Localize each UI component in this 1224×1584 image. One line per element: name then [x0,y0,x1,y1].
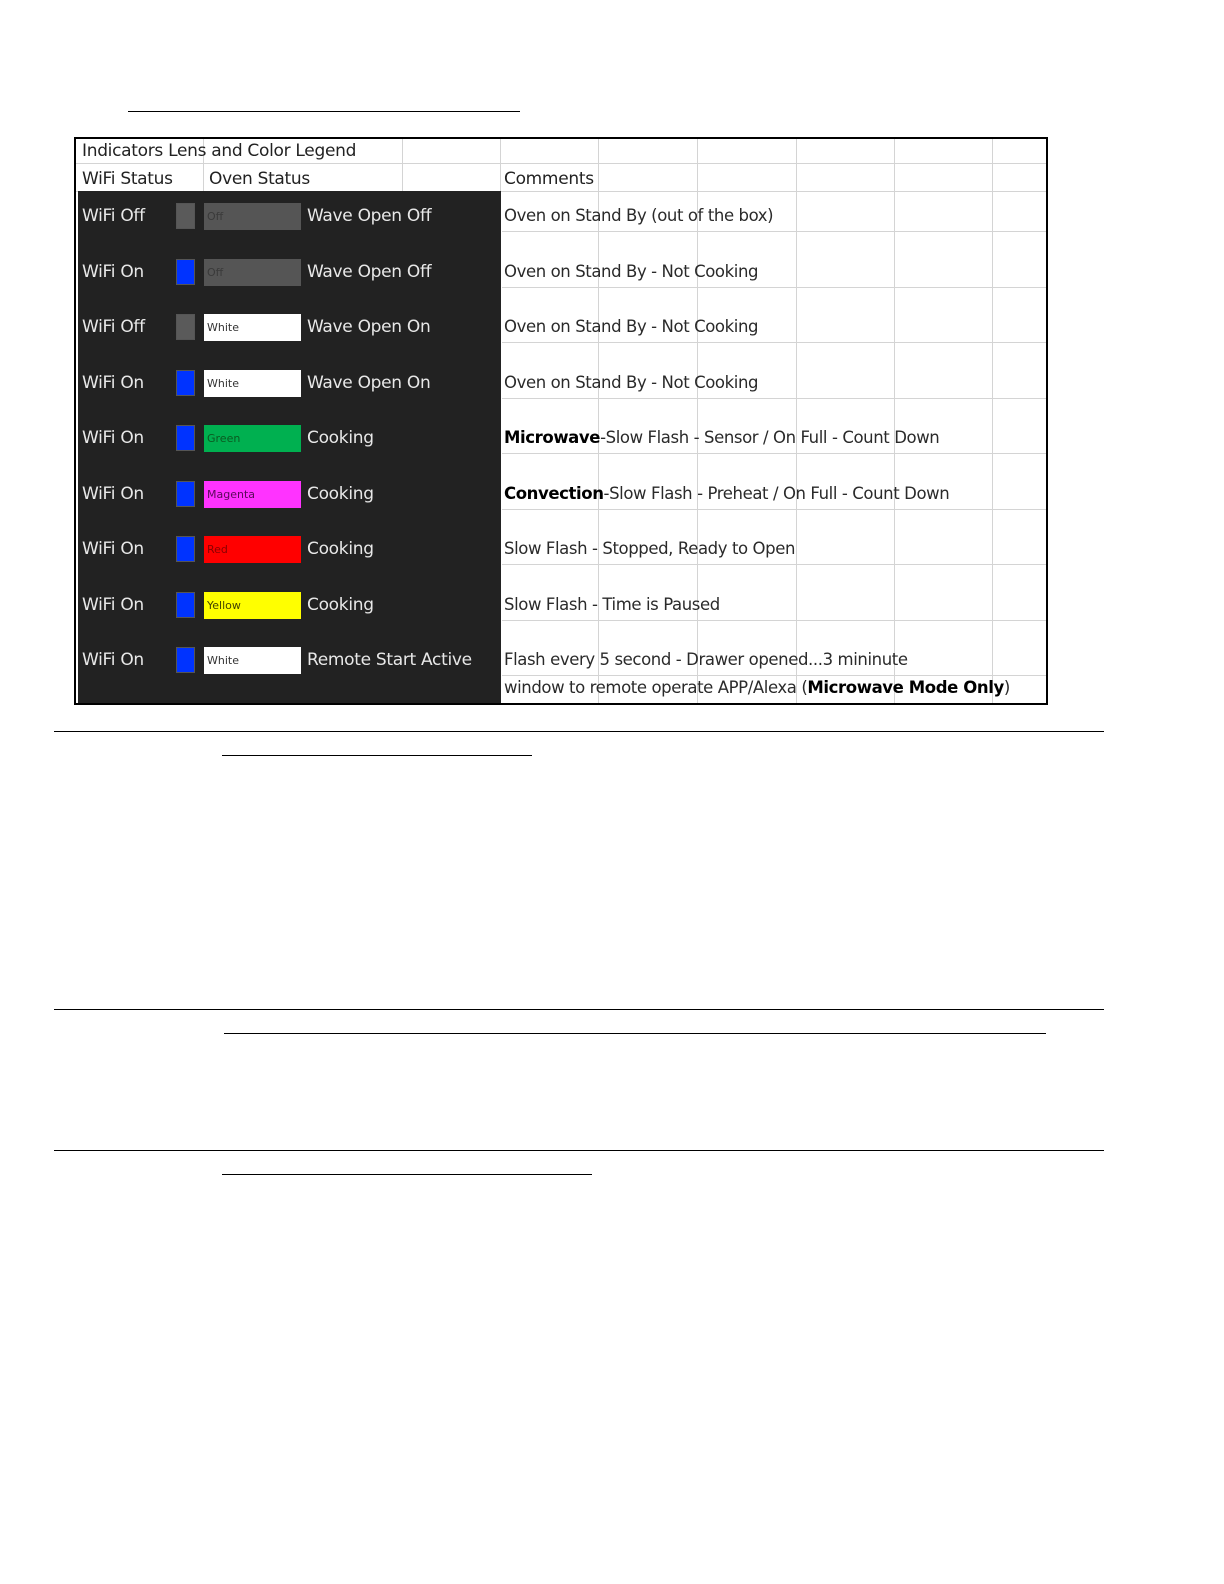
section-rule-3 [54,1150,1104,1151]
legend-row [76,302,1046,358]
legend-row [76,358,1046,414]
legend-row [76,469,1046,525]
comment-body: Oven on Stand By - Not Cooking [504,261,759,281]
lens-color-swatch: Green [204,425,301,452]
comment-line2-bold: Microwave Mode Only [807,678,1004,697]
comment-body: Flash every 5 second - Drawer opened...3 mininute [504,650,908,669]
comment-body: Oven on Stand By - Not Cooking [504,372,759,392]
oven-status-label: Wave Open On [307,317,431,337]
oven-status-label: Wave Open On [307,372,431,393]
wifi-status-label: WiFi On [82,594,144,615]
underline-2 [224,1033,1046,1034]
oven-status-label: Cooking [307,428,374,448]
lens-color-swatch: Yellow [204,592,301,619]
oven-status-label: Cooking [307,594,374,615]
comment-text [504,539,795,558]
wifi-status-label: WiFi Off [82,206,145,226]
lens-color-swatch: Off [204,203,301,230]
underline-top [128,111,520,112]
section-rule-1 [54,731,1104,732]
wifi-indicator-swatch [176,203,195,229]
legend-title: Indicators Lens and Color Legend [82,141,357,161]
comment-body: -Slow Flash - Sensor / On Full - Count Down [600,428,940,447]
underline-3 [222,1174,592,1175]
legend-row [76,191,1046,247]
wifi-status-label: WiFi On [82,539,144,559]
lens-color-swatch: Off [204,259,301,286]
comment-line2-start: window to remote operate APP/Alexa ( [504,678,808,697]
oven-status-label: Remote Start Active [307,650,472,670]
comment-body: -Slow Flash - Preheat / On Full - Count Down [603,483,950,503]
lens-color-swatch: Magenta [204,481,301,508]
comment-text [504,317,758,336]
section-rule-2 [54,1009,1104,1010]
comment-body: Slow Flash - Stopped, Ready to Open [504,539,796,558]
comment-text [504,206,773,225]
legend-row [76,635,1046,697]
header-comments: Comments [504,169,594,189]
legend-row [76,524,1046,580]
lens-color-swatch: Red [204,536,301,563]
wifi-indicator-swatch [176,647,195,673]
oven-status-label: Wave Open Off [307,206,432,226]
lens-color-swatch: White [204,370,301,397]
lens-color-swatch: White [204,314,301,341]
comment-text [504,428,939,447]
oven-status-label: Cooking [307,539,374,559]
wifi-indicator-swatch [176,592,195,618]
comment-text [504,484,949,503]
underline-1 [222,755,532,756]
lens-color-swatch: White [204,647,301,674]
wifi-indicator-swatch [176,259,195,285]
header-oven-status: Oven Status [209,169,310,189]
wifi-indicator-swatch [176,425,195,451]
wifi-status-label: WiFi Off [82,317,145,337]
indicator-legend-table [74,137,1048,705]
comment-body: Oven on Stand By (out of the box) [504,206,774,225]
comment-body: Oven on Stand By - Not Cooking [504,317,759,336]
comment-mode-label: Microwave [504,428,601,447]
comment-body: Slow Flash - Time is Paused [504,594,720,614]
wifi-indicator-swatch [176,314,195,340]
comment-text [504,373,758,392]
wifi-indicator-swatch [176,481,195,507]
comment-mode-label: Convection [504,483,604,503]
oven-status-label: Wave Open Off [307,261,432,282]
wifi-indicator-swatch [176,536,195,562]
comment-line2-end: ) [1003,678,1010,697]
comment-text-line2 [504,678,1010,697]
wifi-status-label: WiFi On [82,428,144,448]
legend-row [76,247,1046,303]
oven-status-label: Cooking [307,483,374,504]
wifi-indicator-swatch [176,370,195,396]
grid-line [76,163,1046,164]
comment-text [504,262,758,281]
wifi-status-label: WiFi On [82,650,144,670]
wifi-status-label: WiFi On [82,483,144,504]
comment-text [504,650,908,669]
legend-row [76,580,1046,636]
comment-text [504,595,720,614]
wifi-status-label: WiFi On [82,261,144,282]
header-wifi-status: WiFi Status [82,169,173,189]
legend-row [76,413,1046,469]
wifi-status-label: WiFi On [82,372,144,393]
